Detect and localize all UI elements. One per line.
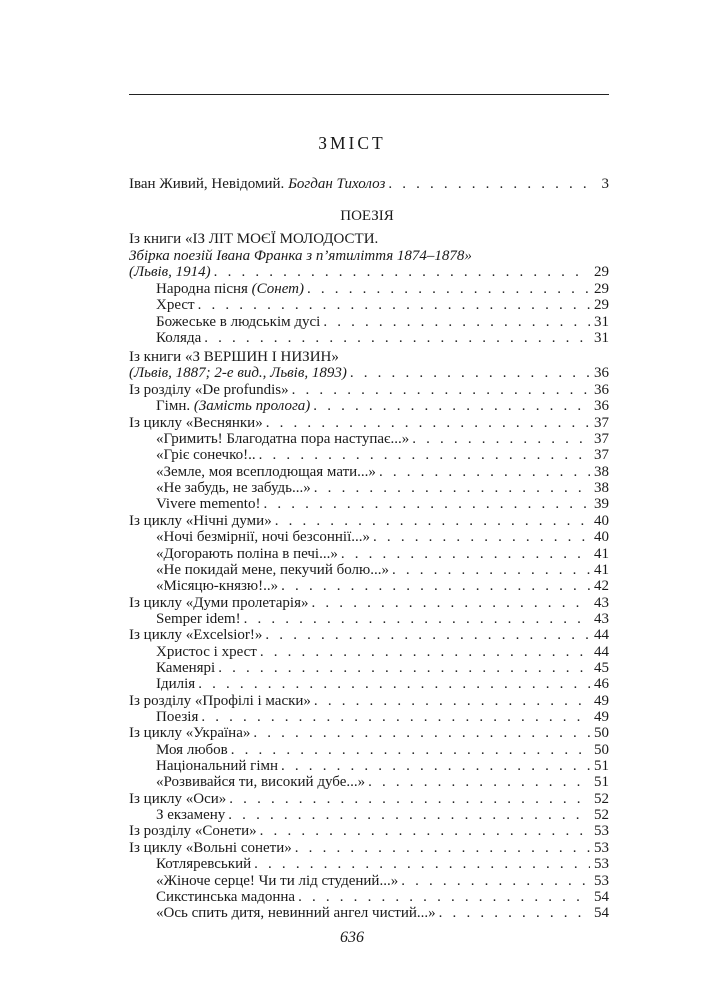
- toc-page-number: 44: [594, 643, 609, 660]
- toc-entry: [156, 807, 609, 823]
- toc-page-number: 49: [594, 709, 609, 725]
- toc-entry: [129, 382, 609, 398]
- toc-page-number: 37: [594, 431, 609, 448]
- toc-entry: [129, 840, 609, 856]
- toc-page-number: 43: [594, 594, 609, 611]
- dot-leader: [198, 676, 590, 692]
- toc-page-number: 53: [594, 839, 609, 856]
- dot-leader: [260, 644, 590, 660]
- toc-page-number: 50: [594, 725, 609, 742]
- dot-leader: [201, 709, 590, 725]
- toc-page-number: 46: [594, 676, 609, 693]
- toc-entry-label: Із циклу «Excelsior!»: [129, 627, 263, 644]
- dot-leader: [254, 856, 590, 872]
- toc-entry-label: Ідилія: [156, 676, 196, 693]
- toc-entry: [129, 823, 609, 839]
- toc-entry: [156, 758, 609, 774]
- toc-page-number: 44: [594, 627, 609, 644]
- toc-entry-label: «Ночі безмірнії, ночі безсоннії...»: [156, 529, 371, 546]
- toc-page-number: 41: [594, 561, 609, 578]
- dot-leader: [392, 562, 590, 578]
- dot-leader: [379, 464, 590, 480]
- toc-entry-label: «Жіноче серце! Чи ти лід студений...»: [156, 872, 399, 889]
- toc-entry: [156, 611, 609, 627]
- dot-leader: [281, 758, 590, 774]
- toc-entry: [156, 546, 609, 562]
- toc-entry: [156, 856, 609, 872]
- dot-leader: [292, 382, 590, 398]
- dot-leader: [260, 823, 590, 839]
- page-title: ЗМІСТ: [318, 133, 386, 153]
- toc-page-number: 29: [594, 281, 609, 297]
- toc-entry-label: Із циклу «Веснянки»: [129, 414, 263, 431]
- book-heading-line-1: Із книги «ІЗ ЛІТ МОЄЇ МОЛОДОСТИ.: [129, 231, 379, 247]
- dot-leader: [314, 480, 590, 496]
- toc-entry-label: «Гріє сонечко!..: [156, 447, 256, 464]
- dot-leader: [259, 447, 590, 463]
- toc-entry-label: Котляревський: [156, 856, 252, 873]
- book-heading-line-2: Збірка поезій Івана Франка з п’ятиліття 1874–1878»: [129, 248, 472, 264]
- toc-entry: [156, 644, 609, 660]
- toc-entry-label: Сикстинська мадонна: [156, 888, 296, 905]
- toc-page-number: 54: [594, 888, 609, 905]
- toc-page-number: 43: [594, 610, 609, 627]
- toc-entry: [156, 873, 609, 889]
- page-number: 636: [340, 929, 364, 946]
- dot-leader: [229, 791, 590, 807]
- toc-page-number: 52: [594, 790, 609, 807]
- toc-entry: [156, 578, 609, 594]
- toc-entry-label: Гімн. (Замість пролога): [156, 398, 311, 415]
- dot-leader: [312, 595, 591, 611]
- toc-page-number: 42: [594, 578, 609, 595]
- toc-entry-label: «Не покидай мене, пекучий болю...»: [156, 561, 389, 578]
- toc-page-number: 37: [594, 414, 609, 431]
- dot-leader: [263, 496, 590, 512]
- toc-page-number: 54: [594, 905, 609, 922]
- toc-entry: [129, 513, 609, 529]
- toc-entry-label: (Львів, 1887; 2-е вид., Львів, 1893): [129, 365, 347, 381]
- dot-leader: [244, 611, 590, 627]
- toc-page-number: 31: [594, 329, 609, 346]
- toc-page-number: 29: [594, 297, 609, 314]
- toc-entry: [129, 415, 609, 431]
- dot-leader: [275, 513, 590, 529]
- toc-page-number: 40: [594, 512, 609, 529]
- toc-page-number: 38: [594, 480, 609, 497]
- dot-leader: [265, 627, 590, 643]
- dot-leader: [373, 529, 590, 545]
- toc-entry-label: Коляда: [156, 329, 202, 346]
- toc-entry-label: Національний гімн: [156, 758, 278, 775]
- toc-entry-label: Христос і хрест: [156, 643, 257, 660]
- toc-entry: [156, 447, 609, 463]
- toc-entry-label: Semper idem!: [156, 610, 241, 627]
- toc-entry-label: Vivere memento!: [156, 496, 261, 513]
- toc-entry: [156, 496, 609, 512]
- dot-leader: [314, 693, 590, 709]
- toc-page-number: 38: [594, 463, 609, 480]
- toc-entry-label: (Львів, 1914): [129, 264, 211, 280]
- toc-page-number: 36: [594, 365, 609, 381]
- dot-leader: [313, 398, 590, 414]
- toc-page-number: 36: [594, 398, 609, 415]
- toc-entry: [129, 725, 609, 741]
- toc-entry-label: Моя любов: [156, 741, 228, 758]
- dot-leader: [253, 725, 590, 741]
- toc-entry-label: Каменярі: [156, 659, 216, 676]
- dot-leader: [281, 578, 590, 594]
- dot-leader: [231, 742, 590, 758]
- section-heading: ПОЕЗІЯ: [340, 208, 394, 224]
- toc-entry: [129, 693, 609, 709]
- toc-entry: [156, 398, 609, 414]
- toc-entry-label: «Гримить! Благодатна пора наступає...»: [156, 431, 410, 448]
- toc-entry: [156, 742, 609, 758]
- toc-entry-label: Із розділу «Сонети»: [129, 823, 257, 840]
- toc-entry-label: «Догорають поліна в печі...»: [156, 545, 338, 562]
- toc-page-number: 51: [594, 758, 609, 775]
- toc-entry: [129, 791, 609, 807]
- dot-leader: [266, 415, 590, 431]
- dot-leader: [401, 873, 590, 889]
- toc-entry-label: Із циклу «Оси»: [129, 790, 227, 807]
- toc-entry: [156, 431, 609, 447]
- dot-leader: [295, 840, 590, 856]
- toc-entry-label: Із циклу «Вольні сонети»: [129, 839, 292, 856]
- dot-leader: [298, 889, 590, 905]
- toc-entry-label: Із розділу «De profundis»: [129, 382, 289, 398]
- dot-leader: [228, 807, 590, 823]
- toc-page-number: 50: [594, 741, 609, 758]
- toc-entry: [129, 595, 609, 611]
- toc-entry: [156, 660, 609, 676]
- toc-entry: [156, 480, 609, 496]
- toc-entry: [156, 905, 609, 921]
- toc-page-number: 45: [594, 659, 609, 676]
- toc-entry-label: Хрест: [156, 297, 195, 314]
- toc-entry-label: «Ось спить дитя, невинний ангел чистий...»: [156, 905, 436, 922]
- toc-entry: [156, 774, 609, 790]
- toc-entry: [156, 529, 609, 545]
- dot-leader: [341, 546, 590, 562]
- toc-entry-label: З екзамену: [156, 807, 226, 824]
- toc-page-number: 39: [594, 496, 609, 513]
- toc-entry-label: Із циклу «Нічні думи»: [129, 512, 272, 529]
- toc-entry: [156, 464, 609, 480]
- toc-entry-label: Із розділу «Профілі і маски»: [129, 692, 311, 709]
- toc-page-number: 52: [594, 807, 609, 824]
- toc-page-number: 29: [594, 264, 609, 280]
- toc-entry-label: Іван Живий, Невідомий. Богдан Тихолоз: [129, 176, 386, 192]
- dot-leader: [218, 660, 590, 676]
- toc-entry: [156, 889, 609, 905]
- toc-entry-label: «Земле, моя всеплодющая мати...»: [156, 463, 376, 480]
- toc-page-number: 40: [594, 529, 609, 546]
- dot-leader: [368, 774, 590, 790]
- toc-entry-label: Народна пісня (Сонет): [156, 281, 304, 297]
- toc-entry-label: Із циклу «Думи пролетарія»: [129, 594, 309, 611]
- toc-page-number: 53: [594, 823, 609, 840]
- toc-entry: [156, 562, 609, 578]
- toc-page-number: 53: [594, 856, 609, 873]
- toc-entry: [129, 627, 609, 643]
- toc-entry-label: Божеське в людськім дусі: [156, 313, 321, 330]
- toc-page-number: 53: [594, 872, 609, 889]
- toc-entry-label: «Розвивайся ти, високий дубе...»: [156, 774, 366, 791]
- toc-page-number: 31: [594, 313, 609, 330]
- toc-entry-label: Із циклу «Україна»: [129, 725, 251, 742]
- toc-entry-label: Поезія: [156, 709, 199, 725]
- toc-entry-label: «Не забудь, не забудь...»: [156, 480, 311, 497]
- dot-leader: [412, 431, 590, 447]
- book-heading-line-1: Із книги «З ВЕРШИН І НИЗИН»: [129, 349, 339, 365]
- dot-leader: [439, 905, 590, 921]
- toc-page-number: 49: [594, 692, 609, 709]
- toc-page-number: 51: [594, 774, 609, 791]
- toc-entry-label: «Місяцю-князю!..»: [156, 578, 279, 595]
- toc-page-number: 3: [601, 176, 609, 192]
- toc-page-number: 41: [594, 545, 609, 562]
- toc-page-number: 36: [594, 382, 609, 398]
- toc-entry: [156, 709, 609, 725]
- toc-entry: [156, 676, 609, 692]
- toc-page-number: 37: [594, 447, 609, 464]
